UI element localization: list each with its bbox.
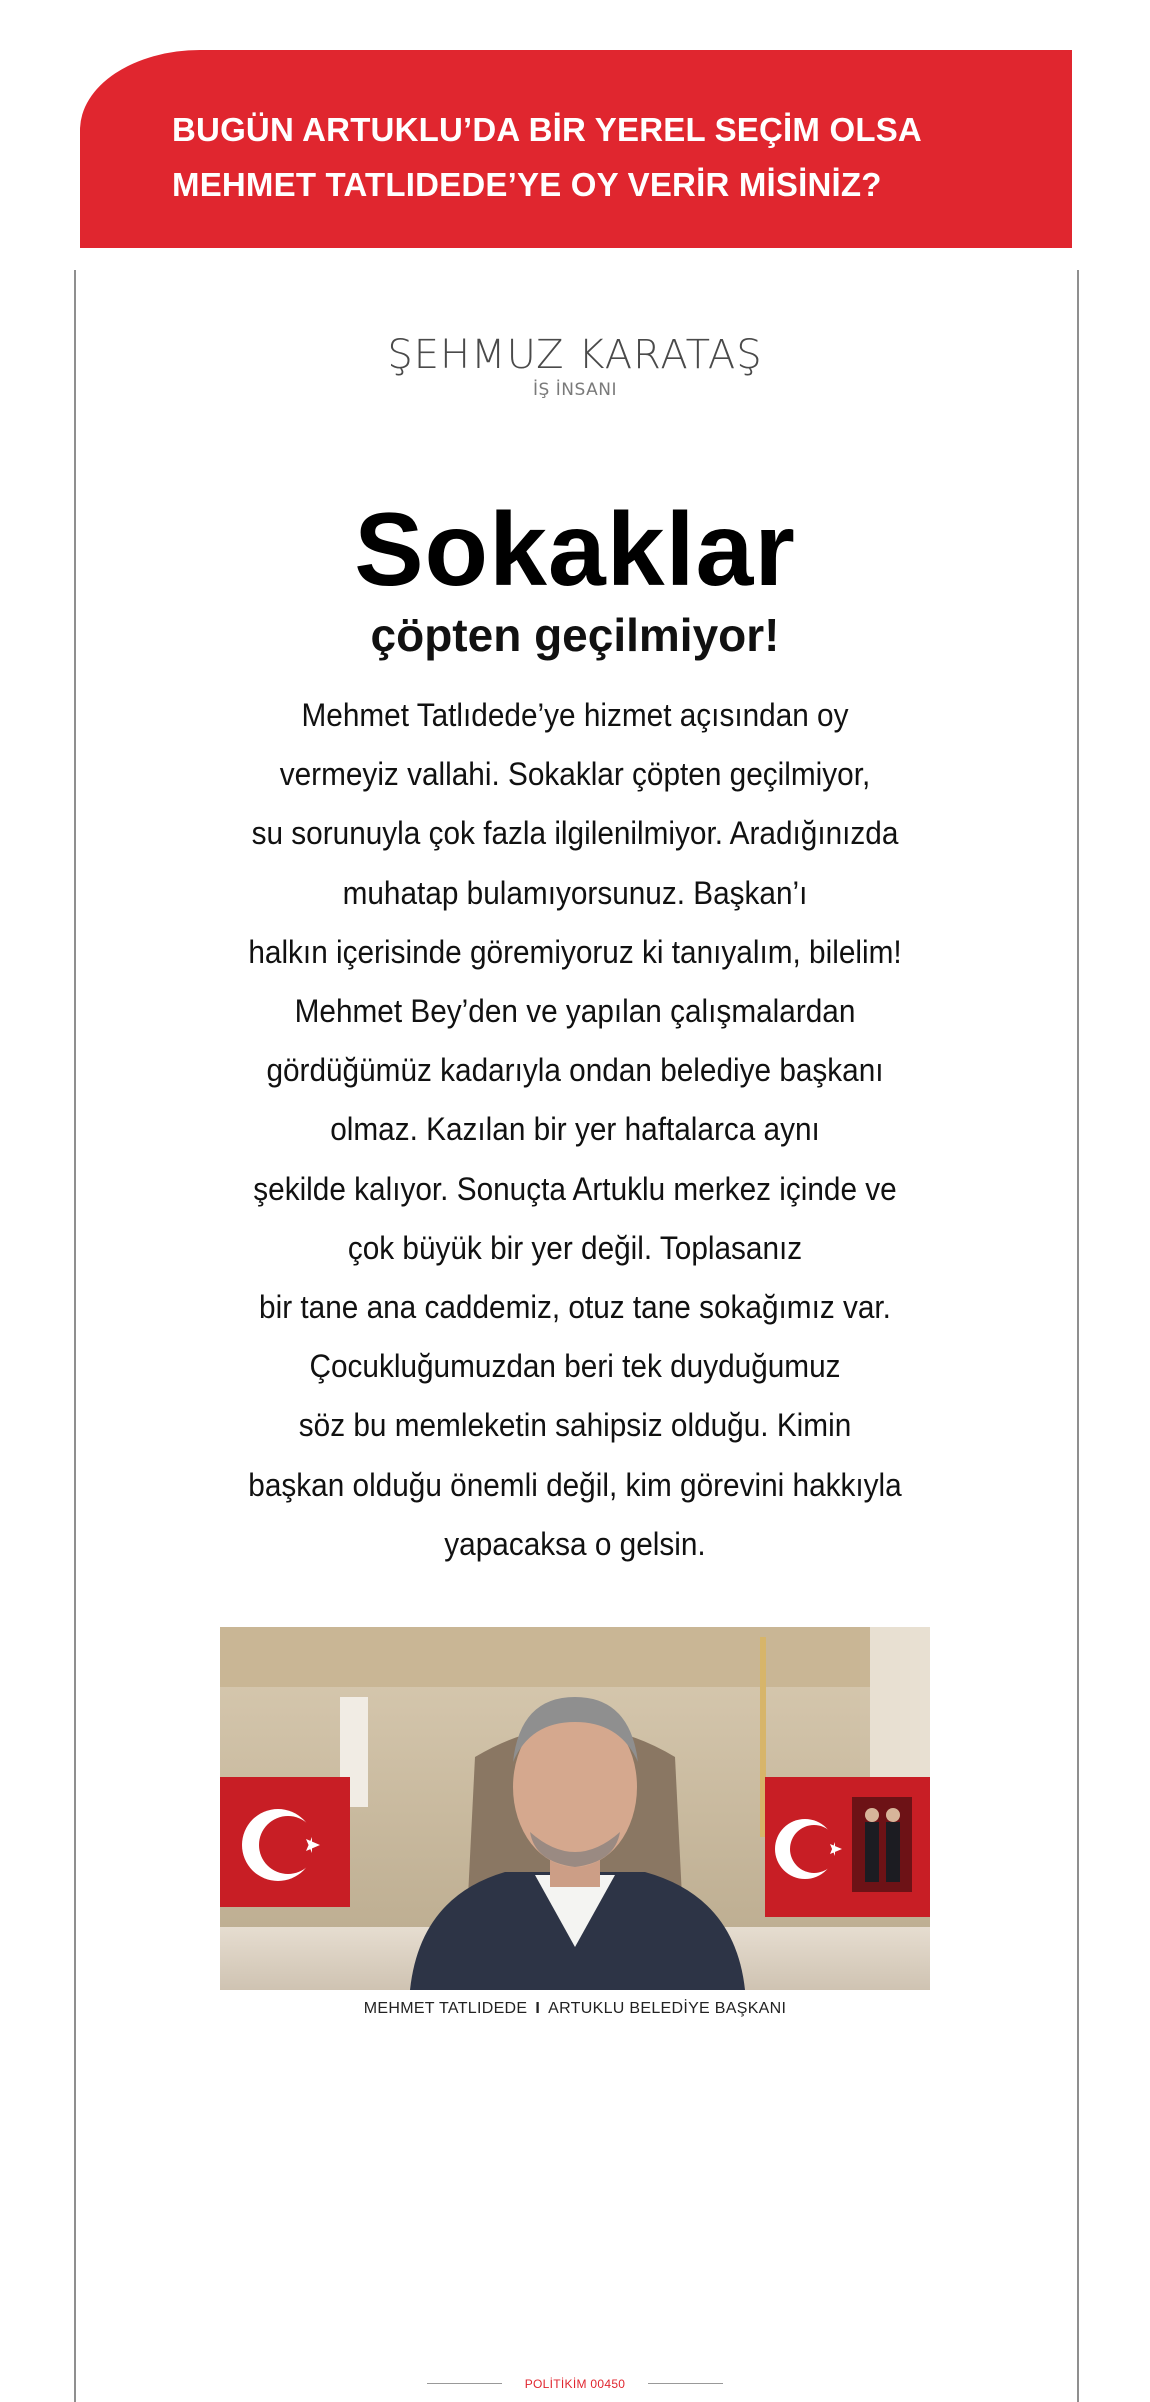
body-line: bir tane ana caddemiz, otuz tane sokağımız var. — [259, 1289, 891, 1326]
body-line: çok büyük bir yer değil. Toplasanız — [347, 1229, 803, 1266]
body-line: halkın içerisinde göremiyoruz ki tanıyalım, bilelim! — [248, 933, 902, 970]
footer-rule-left — [427, 2383, 502, 2384]
headline-sub: çöpten geçilmiyor! — [370, 609, 780, 661]
body-line: su sorunuyla çok fazla ilgilenilmiyor. Aradığınızda — [251, 815, 899, 852]
footer-rule-right — [648, 2383, 723, 2384]
caption-title: ARTUKLU BELEDİYE BAŞKANI — [548, 2000, 787, 2017]
author-name: ŞEHMUZ KARATAŞ — [387, 332, 763, 378]
body-line: muhatap bulamıyorsunuz. Başkan’ı — [342, 874, 808, 911]
footer-page-label: POLİTİKİM 00450 — [524, 2376, 626, 2391]
article-headline — [0, 490, 1150, 662]
article-body — [200, 686, 950, 1574]
body-line: yapacaksa o gelsin. — [444, 1525, 706, 1562]
mayor-photo — [220, 1627, 930, 1990]
headline-banner — [80, 50, 1072, 248]
body-line: şekilde kalıyor. Sonuçta Artuklu merkez içinde ve — [253, 1170, 897, 1207]
headline-main: Sokaklar — [354, 492, 796, 608]
body-line: olmaz. Kazılan bir yer haftalarca aynı — [330, 1111, 820, 1148]
banner-line-2: MEHMET TATLIDEDE’YE OY VERİR MİSİNİZ? — [172, 166, 882, 203]
caption-name: MEHMET TATLIDEDE — [363, 2000, 528, 2017]
mayor-photo-illustration — [220, 1627, 930, 1990]
caption-separator: I — [535, 2000, 541, 2017]
body-line: başkan olduğu önemli değil, kim görevini hakkıyla — [248, 1466, 902, 1503]
author-block — [0, 330, 1150, 400]
body-line: söz bu memleketin sahipsiz olduğu. Kimin — [298, 1407, 852, 1444]
photo-caption — [0, 2000, 1150, 2018]
body-line: Mehmet Tatlıdede’ye hizmet açısından oy — [301, 697, 849, 733]
banner-line-1: BUGÜN ARTUKLU’DA BİR YEREL SEÇİM OLSA — [172, 111, 922, 148]
body-line: Çocukluğumuzdan beri tek duyduğumuz — [309, 1348, 841, 1385]
author-role: İŞ İNSANI — [533, 380, 617, 400]
body-line: vermeyiz vallahi. Sokaklar çöpten geçilmiyor, — [279, 756, 871, 793]
body-line: Mehmet Bey’den ve yapılan çalışmalardan — [294, 993, 856, 1030]
page-footer — [0, 2375, 1150, 2393]
body-line: gördüğümüz kadarıyla ondan belediye başkanı — [266, 1052, 884, 1089]
